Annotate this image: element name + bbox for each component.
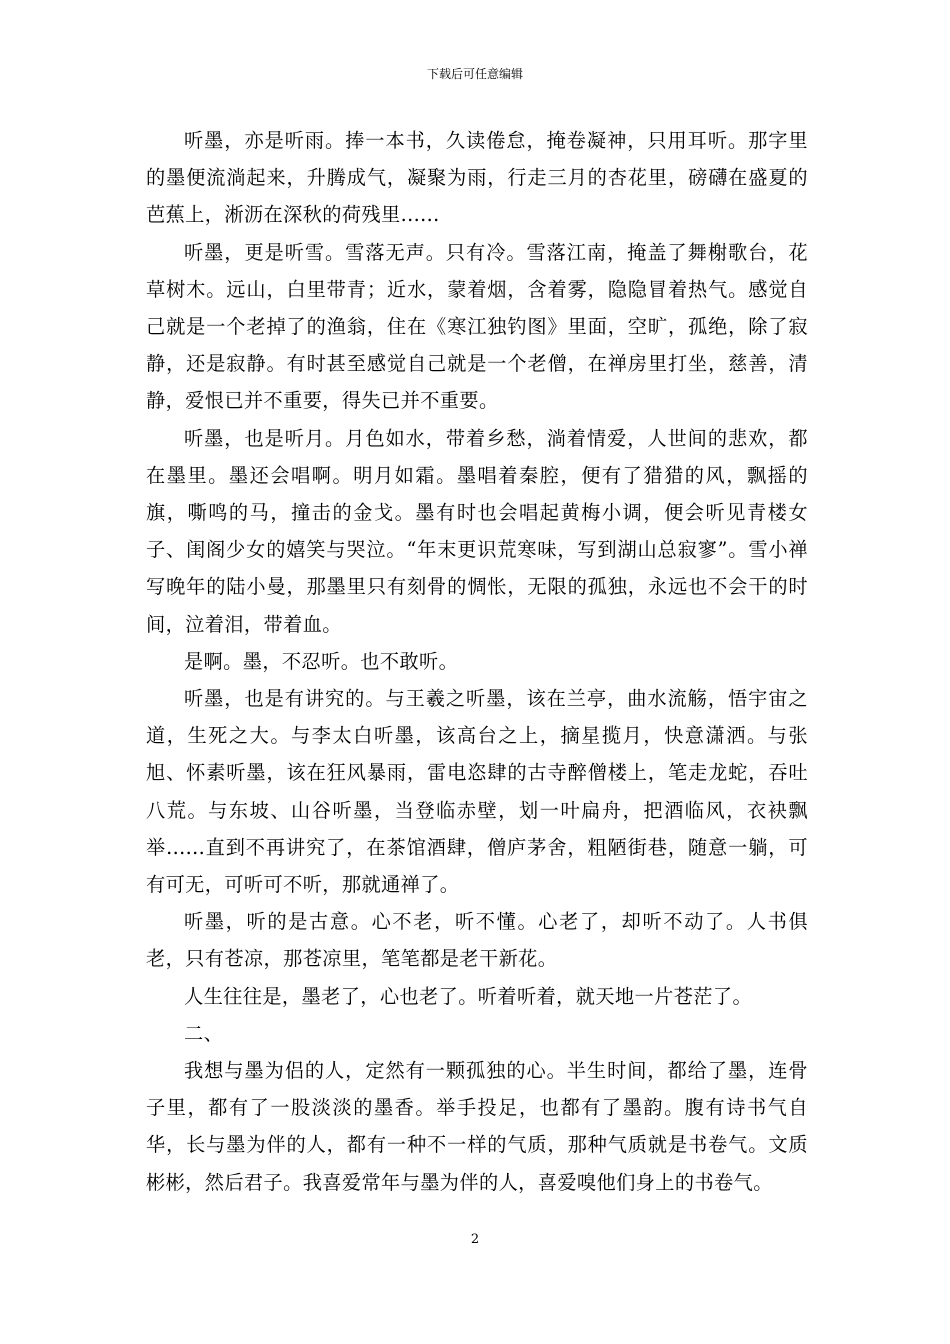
paragraph: 是啊。墨，不忍听。也不敢听。 [184,649,459,673]
section-heading: 二、 [184,1021,224,1045]
paragraph: 听墨，更是听雪。雪落无声。只有冷。雪落江南，掩盖了舞榭歌台，花草树木。远山，白里带青；近水，蒙着烟，含着雾，隐隐冒着热气。感觉自己就是一个老掉了的渔翁，住在《寒江独钓图》里面，空旷，孤绝，除了寂静，还是寂静。有时甚至感觉自己就是一个老僧，在禅房里打坐，慈善，清静，爱恨已并不重要，得失已并不重要。 [146,240,808,413]
page-number: 2 [470,1232,480,1247]
paragraph: 听墨，也是听月。月色如水，带着乡愁，淌着情爱，人世间的悲欢，都在墨里。墨还会唱啊。明月如霜。墨唱着秦腔，便有了猎猎的风，飘摇的旗，嘶鸣的马，撞击的金戈。墨有时也会唱起黄梅小调，便会听见青楼女子、闺阁少女的嬉笑与哭泣。“年末更识荒寒味，写到湖山总寂寥”。雪小禅写晚年的陆小曼，那墨里只有刻骨的惆怅，无限的孤独，永远也不会干的时间，泣着泪，带着血。 [146,426,808,636]
paragraph: 听墨，亦是听雨。捧一本书，久读倦怠，掩卷凝神，只用耳听。那字里的墨便流淌起来，升腾成气，凝聚为雨，行走三月的杏花里，磅礴在盛夏的芭蕉上，淅沥在深秋的荷残里...... [146,129,808,227]
paragraph: 我想与墨为侣的人，定然有一颗孤独的心。半生时间，都给了墨，连骨子里，都有了一股淡淡的墨香。举手投足，也都有了墨韵。腹有诗书气自华，长与墨为伴的人，都有一种不一样的气质，那种气质就是书卷气。文质彬彬，然后君子。我喜爱常年与墨为伴的人，喜爱嗅他们身上的书卷气。 [146,1059,808,1194]
document-body [146,122,808,1201]
page-header: 下载后可任意编辑 [426,67,523,81]
paragraph: 人生往往是，墨老了，心也老了。听着听着，就天地一片苍茫了。 [184,984,753,1008]
paragraph: 听墨，听的是古意。心不老，听不懂。心老了，却听不动了。人书俱老，只有苍凉，那苍凉里，笔笔都是老干新花。 [146,910,808,971]
paragraph: 听墨，也是有讲究的。与王羲之听墨，该在兰亭，曲水流觞，悟宇宙之道，生死之大。与李太白听墨，该高台之上，摘星揽月，快意潇洒。与张旭、怀素听墨，该在狂风暴雨，雷电恣肆的古寺醉僧楼上，笔走龙蛇，吞吐八荒。与东坡、山谷听墨，当登临赤壁，划一叶扁舟，把酒临风，衣袂飘举......直到不再讲究了，在茶馆酒肆，僧庐茅舍，粗陋街巷，随意一躺，可有可无，可听可不听，那就通禅了。 [146,687,808,897]
